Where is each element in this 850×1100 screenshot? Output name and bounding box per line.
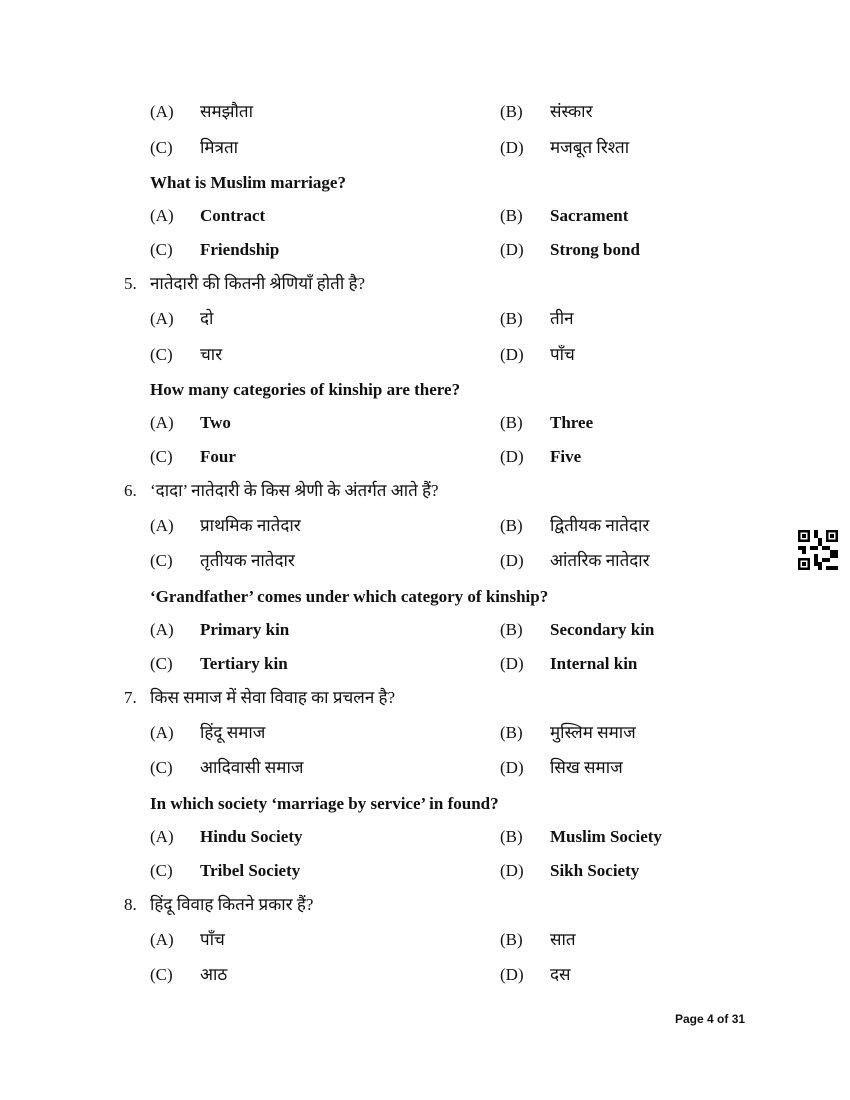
option-row <box>0 136 850 160</box>
option-text: मित्रता <box>200 138 239 157</box>
option-label: (D) <box>500 965 524 984</box>
option-text: Hindu Society <box>200 827 303 846</box>
option-text: चार <box>200 345 223 364</box>
option-row <box>0 445 850 469</box>
option-text: द्वितीयक नातेदार <box>550 516 650 535</box>
question-text: किस समाज में सेवा विवाह का प्रचलन है? <box>150 688 396 707</box>
option-row <box>0 204 850 228</box>
question-line <box>0 378 850 402</box>
question-line <box>0 171 850 195</box>
option-label: (B) <box>500 827 523 846</box>
option-text: Internal kin <box>550 654 638 673</box>
option-row <box>0 100 850 124</box>
option-label: (D) <box>500 861 524 880</box>
question-text: In which society ‘marriage by service’ in found? <box>150 794 499 813</box>
question-number: 5. <box>124 274 137 293</box>
option-label: (A) <box>150 102 174 121</box>
option-text: Strong bond <box>550 240 640 259</box>
question-text: How many categories of kinship are there? <box>150 380 461 399</box>
option-label: (B) <box>500 930 523 949</box>
option-label: (A) <box>150 930 174 949</box>
option-text: Sikh Society <box>550 861 640 880</box>
option-text: तृतीयक नातेदार <box>200 551 295 570</box>
option-label: (B) <box>500 516 523 535</box>
option-label: (A) <box>150 723 174 742</box>
option-label: (D) <box>500 551 524 570</box>
option-label: (C) <box>150 345 173 364</box>
option-label: (B) <box>500 206 523 225</box>
option-row <box>0 928 850 952</box>
option-label: (C) <box>150 551 173 570</box>
question-line <box>0 272 850 296</box>
option-text: दस <box>550 965 571 984</box>
option-text: Friendship <box>200 240 280 259</box>
option-text: तीन <box>550 309 574 328</box>
option-label: (C) <box>150 758 173 777</box>
option-label: (D) <box>500 758 524 777</box>
question-line <box>0 893 850 917</box>
option-label: (C) <box>150 240 173 259</box>
option-row <box>0 411 850 435</box>
option-label: (A) <box>150 516 174 535</box>
option-text: संस्कार <box>550 102 593 121</box>
page-number <box>675 1012 745 1026</box>
option-label: (C) <box>150 138 173 157</box>
option-text: Three <box>550 413 594 432</box>
option-label: (C) <box>150 861 173 880</box>
option-row <box>0 652 850 676</box>
option-row <box>0 549 850 573</box>
page-total: 31 <box>731 1012 746 1026</box>
option-row <box>0 756 850 780</box>
option-row <box>0 514 850 538</box>
option-row <box>0 963 850 987</box>
option-row <box>0 721 850 745</box>
question-line <box>0 686 850 710</box>
option-label: (D) <box>500 138 524 157</box>
option-row <box>0 825 850 849</box>
option-label: (C) <box>150 965 173 984</box>
option-text: Muslim Society <box>550 827 662 846</box>
option-text: हिंदू समाज <box>200 723 266 742</box>
option-row <box>0 618 850 642</box>
page-prefix: Page <box>675 1012 708 1026</box>
option-row <box>0 859 850 883</box>
page-sep: of <box>713 1012 732 1026</box>
option-label: (B) <box>500 620 523 639</box>
option-label: (B) <box>500 413 523 432</box>
question-line <box>0 479 850 503</box>
question-line <box>0 792 850 816</box>
question-number: 6. <box>124 481 137 500</box>
question-text: हिंदू विवाह कितने प्रकार हैं? <box>150 895 314 914</box>
question-text: ‘Grandfather’ comes under which category of kinship? <box>150 587 549 606</box>
option-text: Five <box>550 447 582 466</box>
question-number: 7. <box>124 688 137 707</box>
option-text: मजबूत रिश्ता <box>550 138 630 157</box>
option-label: (B) <box>500 723 523 742</box>
option-text: समझौता <box>200 102 254 121</box>
question-number: 8. <box>124 895 137 914</box>
option-label: (B) <box>500 102 523 121</box>
option-text: प्राथमिक नातेदार <box>200 516 301 535</box>
question-text: नातेदारी की कितनी श्रेणियाँ होती है? <box>150 274 366 293</box>
option-text: Tertiary kin <box>200 654 288 673</box>
option-label: (D) <box>500 345 524 364</box>
option-text: मुस्लिम समाज <box>550 723 636 742</box>
option-label: (D) <box>500 654 524 673</box>
option-label: (A) <box>150 206 174 225</box>
option-label: (A) <box>150 309 174 328</box>
option-label: (D) <box>500 240 524 259</box>
option-text: आठ <box>200 965 228 984</box>
option-label: (A) <box>150 827 174 846</box>
option-text: आंतरिक नातेदार <box>550 551 650 570</box>
option-text: पाँच <box>550 345 575 364</box>
option-label: (A) <box>150 413 174 432</box>
question-text: What is Muslim marriage? <box>150 173 346 192</box>
option-label: (A) <box>150 620 174 639</box>
option-text: दो <box>200 309 214 328</box>
option-row <box>0 343 850 367</box>
option-text: Primary kin <box>200 620 290 639</box>
option-label: (C) <box>150 654 173 673</box>
option-row <box>0 307 850 331</box>
option-label: (C) <box>150 447 173 466</box>
option-label: (B) <box>500 309 523 328</box>
option-text: सात <box>550 930 576 949</box>
qr-code-icon <box>798 530 838 570</box>
option-text: Sacrament <box>550 206 629 225</box>
page-current: 4 <box>707 1012 714 1026</box>
option-text: Contract <box>200 206 266 225</box>
option-text: Two <box>200 413 231 432</box>
option-label: (D) <box>500 447 524 466</box>
option-text: आदिवासी समाज <box>200 758 304 777</box>
option-row <box>0 238 850 262</box>
question-text: ‘दादा’ नातेदारी के किस श्रेणी के अंतर्गत आते हैं? <box>150 481 439 500</box>
option-text: पाँच <box>200 930 225 949</box>
option-text: Tribel Society <box>200 861 301 880</box>
question-line <box>0 585 850 609</box>
option-text: Secondary kin <box>550 620 655 639</box>
option-text: सिख समाज <box>550 758 623 777</box>
option-text: Four <box>200 447 236 466</box>
